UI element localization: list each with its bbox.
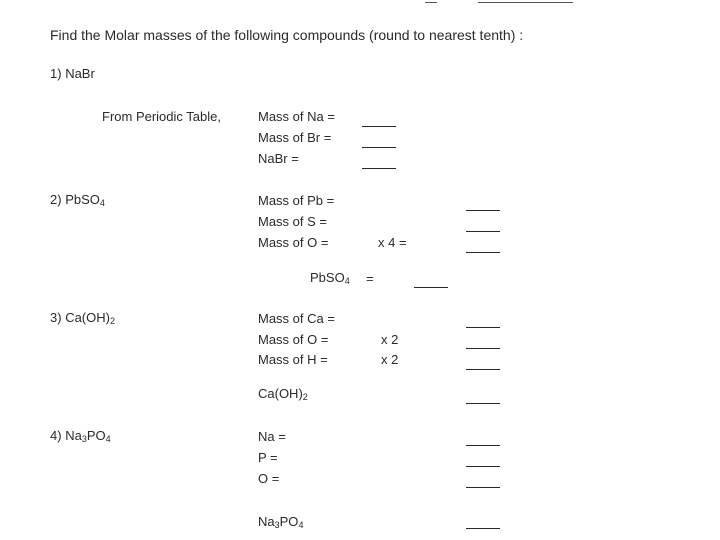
total-label: $Na_3PO_4$ [258,514,304,530]
row-label: Mass of O = [258,235,329,250]
row-label: O = [258,471,280,486]
answer-blank[interactable] [362,168,396,169]
compound-formula: $Ca(OH)_2$ [65,310,115,326]
answer-blank[interactable] [466,369,500,370]
equals-sign: = [366,271,374,286]
problem-number: 4) [50,428,62,443]
scan-mark [425,2,437,3]
answer-blank[interactable] [362,147,396,148]
multiplier: x 2 [381,352,399,367]
row-label: Na = [258,429,286,444]
row-label: NaBr = [258,151,299,166]
answer-blank[interactable] [466,252,500,253]
problem-4-heading [50,428,111,443]
worksheet-instructions: Find the Molar masses of the following compounds (round to nearest tenth) : [50,27,524,43]
row-label: Mass of Br = [258,130,332,145]
compound-formula: PbSO$_4$ [65,192,105,208]
multiplier: x 2 [381,332,399,347]
row-label: Mass of Na = [258,109,335,124]
compound-formula: NaBr [65,66,95,81]
row-label: Mass of S = [258,214,327,229]
answer-blank[interactable] [466,348,500,349]
answer-blank[interactable] [466,487,500,488]
answer-blank[interactable] [466,466,500,467]
compound-formula: $Na_3PO_4$ [65,428,111,444]
total-label: $Ca(OH)_2$ [258,386,308,402]
row-label: Mass of O = [258,332,329,347]
answer-blank[interactable] [466,210,500,211]
answer-blank[interactable] [362,126,396,127]
answer-blank[interactable] [414,287,448,288]
answer-blank[interactable] [466,231,500,232]
problem-number: 3) [50,310,62,325]
multiplier: x 4 = [378,235,407,250]
answer-blank[interactable] [466,403,500,404]
row-label: Mass of H = [258,352,328,367]
problem-number: 2) [50,192,62,207]
row-label: Mass of Pb = [258,193,335,208]
problem-number: 1) [50,66,62,81]
answer-blank[interactable] [466,528,500,529]
row-label: Mass of Ca = [258,311,335,326]
problem-2-heading [50,192,105,207]
problem-3-heading [50,310,115,325]
periodic-table-label: From Periodic Table, [102,109,221,124]
scan-mark [478,2,573,3]
row-label: P = [258,450,278,465]
answer-blank[interactable] [466,327,500,328]
total-label: PbSO$_4$ [310,270,350,286]
problem-1-heading [50,66,95,81]
answer-blank[interactable] [466,445,500,446]
